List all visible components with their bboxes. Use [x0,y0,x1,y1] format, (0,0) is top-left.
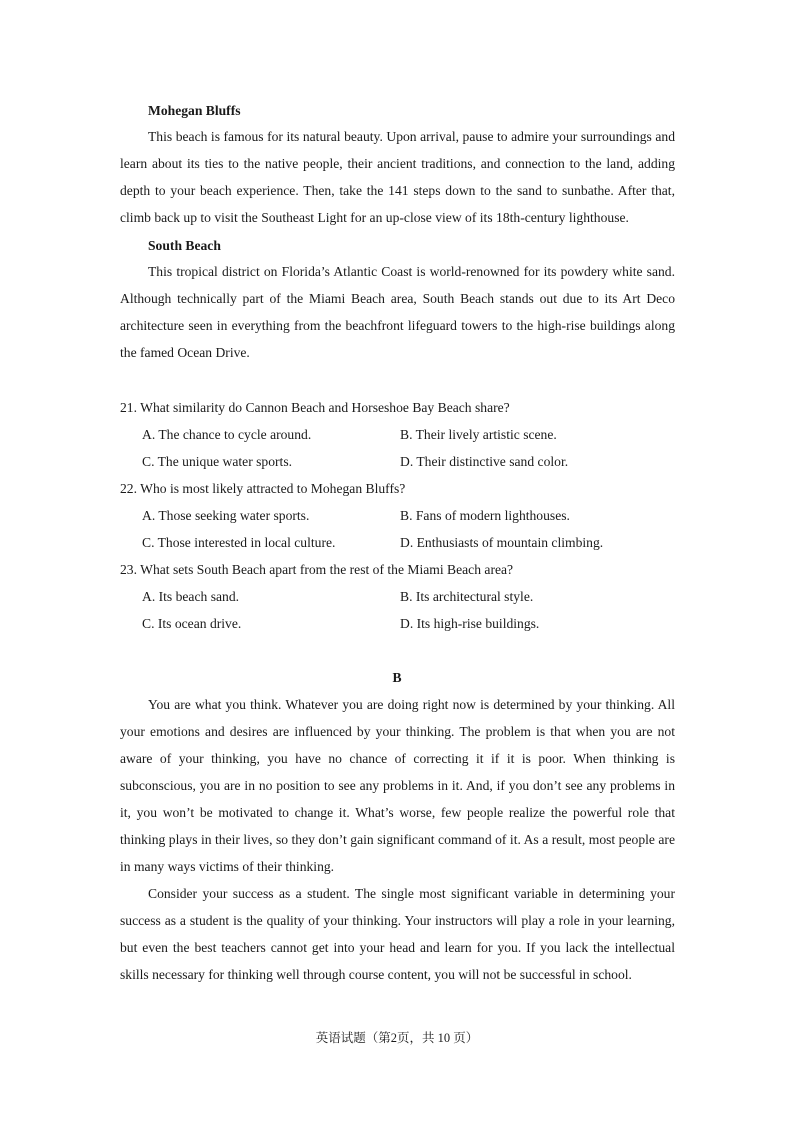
question-23-option-b: B. Its architectural style. [400,589,534,604]
question-22-option-a: A. Those seeking water sports. [142,508,310,523]
question-23-stem: 23. What sets South Beach apart from the rest of the Miami Beach area? [120,562,514,577]
page-footer: 英语试题（第2页，共 10 页） [315,1031,479,1045]
question-22-option-d: D. Enthusiasts of mountain climbing. [400,535,604,550]
mohegan-bluffs-paragraph: This beach is famous for its natural beauty. Upon arrival, pause to admire your surroundings and learn about its ties to the native people, their ancient traditions, and connection to the land, adding depth to your beach experience. Then, take the 141 steps down to the sand to sunbathe. After that, climb back up to visit the Southeast Light for an up-close view of its 18th-century lighthouse. [120,129,675,225]
question-21-option-c: C. The unique water sports. [142,454,293,469]
south-beach-heading: South Beach [148,238,221,253]
question-22-option-c: C. Those interested in local culture. [142,535,336,550]
mohegan-bluffs-heading: Mohegan Bluffs [148,103,241,118]
question-22-stem: 22. Who is most likely attracted to Mohegan Bluffs? [120,481,406,496]
question-23-option-a: A. Its beach sand. [142,589,240,604]
question-22-option-b: B. Fans of modern lighthouses. [400,508,570,523]
south-beach-paragraph: This tropical district on Florida’s Atlantic Coast is world-renowned for its powdery white sand. Although technically part of the Miami Beach area, South Beach stands out due to its Art Deco architecture seen in everything from the beachfront lifeguard towers to the high-rise buildings along the famed Ocean Drive. [120,264,675,360]
section-b-paragraph-1: You are what you think. Whatever you are doing right now is determined by your thinking. All your emotions and desires are influenced by your thinking. The problem is that when you are not aware of your thinking, you have no chance of correcting it if it is poor. When thinking is subconscious, you are in no position to see any problems in it. And, if you don’t see any problems in it, you won’t be motivated to change it. What’s worse, few people realize the powerful role that thinking plays in their lives, so they don’t gain significant command of it. As a result, most people are in many ways victims of their thinking. [120,697,675,874]
question-23-option-d: D. Its high-rise buildings. [400,616,540,631]
question-23-option-c: C. Its ocean drive. [142,616,242,631]
question-21-option-a: A. The chance to cycle around. [142,427,312,442]
question-21-option-d: D. Their distinctive sand color. [400,454,569,469]
section-b-paragraph-2: Consider your success as a student. The single most significant variable in determining your success as a student is the quality of your thinking. Your instructors will play a role in your learning, but even the best teachers cannot get into your head and learn for you. If you lack the intellectual skills necessary for thinking well through course content, you will not be successful in school. [120,886,675,982]
question-21-option-b: B. Their lively artistic scene. [400,427,557,442]
question-21-stem: 21. What similarity do Cannon Beach and Horseshoe Bay Beach share? [120,400,510,415]
section-b-heading: B [392,670,402,685]
